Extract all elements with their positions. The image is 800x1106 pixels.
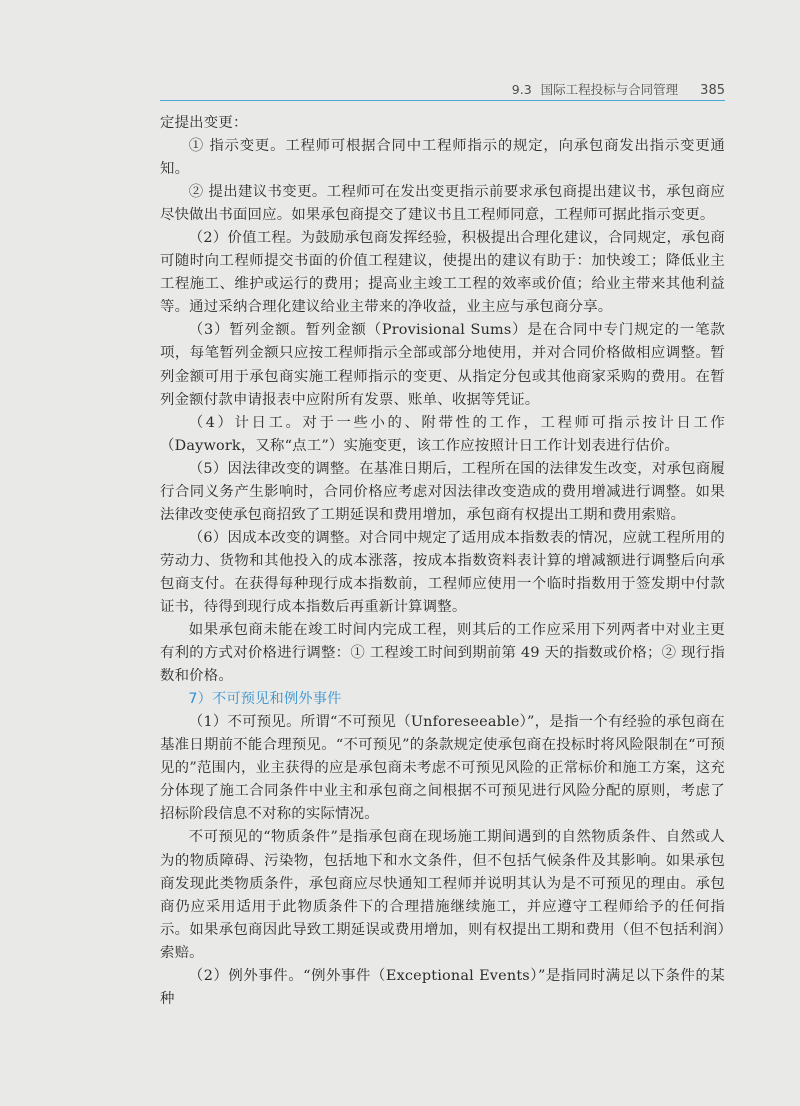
running-header: [160, 74, 725, 101]
paragraph-exceptional-events: （2）例外事件。“例外事件（Exceptional Events）”是指同时满足以下条件的某种: [160, 967, 725, 1007]
paragraph-daywork: （4）计日工。对于一些小的、附带性的工作，工程师可指示按计日工作（Daywork，又称“点工”）实施变更，该工作应按照计日工作计划表进行估价。: [160, 414, 725, 454]
paragraph-intro: 定提出变更：: [160, 115, 248, 131]
header-section-title: 国际工程投标与合同管理: [540, 82, 679, 97]
section-heading-7: 7）不可预见和例外事件: [188, 691, 342, 708]
paragraph-provisional-sums: （3）暂列金额。暂列金额（Provisional Sums）是在合同中专门规定的一笔款项，每笔暂列金额只应按工程师指示全部或部分地使用，并对合同价格做相应调整。暂列金额可用于承包商实施工程师指示的变更、从指定分包或其他商家采购的费用。在暂列金额付款申请报表中应附所有发票、账单、收据等凭证。: [160, 322, 725, 408]
paragraph-proposal-variation: ② 提出建议书变更。工程师可在发出变更指示前要求承包商提出建议书，承包商应尽快做出书面回应。如果承包商提交了建议书且工程师同意，工程师可据此指示变更。: [160, 184, 725, 224]
page-body: [160, 112, 725, 1011]
paragraph-change-in-cost: （6）因成本改变的调整。对合同中规定了适用成本指数表的情况，应就工程所用的劳动力、货物和其他投入的成本涨落，按成本指数资料表计算的增减额进行调整后向承包商支付。在获得每种现行成本指数前，工程师应使用一个临时指数用于签发期中付款证书，待得到现行成本指数后再重新计算调整。: [160, 529, 725, 615]
paragraph-unforeseeable: （1）不可预见。所谓“不可预见（Unforeseeable）”，是指一个有经验的承包商在基准日期前不能合理预见。“不可预见”的条款规定使承包商在投标时将风险限制在“可预见的”范围内，业主获得的应是承包商未考虑不可预见风险的正常标价和施工方案，这充分体现了施工合同条件中业主和承包商之间根据不可预见进行风险分配的原则，考虑了招标阶段信息不对称的实际情况。: [160, 714, 725, 823]
page-number: 385: [700, 83, 725, 98]
paragraph-physical-conditions: 不可预见的“物质条件”是指承包商在现场施工期间遇到的自然物质条件、自然或人为的物质障碍、污染物，包括地下和水文条件，但不包括气候条件及其影响。如果承包商发现此类物质条件，承包商应尽快通知工程师并说明其认为是不可预见的理由。承包商仍应采用适用于此物质条件下的合理措施继续施工，并应遵守工程师给予的任何指示。如果承包商因此导致工期延误或费用增加，则有权提出工期和费用（但不包括利润）索赔。: [160, 829, 725, 961]
paragraph-instruction-variation: ① 指示变更。工程师可根据合同中工程师指示的规定，向承包商发出指示变更通知。: [160, 138, 725, 178]
paragraph-late-completion: 如果承包商未能在竣工时间内完成工程，则其后的工作应采用下列两者中对业主更有利的方式对价格进行调整：① 工程竣工时间到期前第 49 天的指数或价格；② 现行指数和价格。: [160, 622, 725, 685]
paragraph-change-in-law: （5）因法律改变的调整。在基准日期后，工程所在国的法律发生改变，对承包商履行合同义务产生影响时，合同价格应考虑对因法律改变造成的费用增减进行调整。如果法律改变使承包商招致了工期延误和费用增加，承包商有权提出工期和费用索赔。: [160, 460, 725, 523]
paragraph-value-engineering: （2）价值工程。为鼓励承包商发挥经验，积极提出合理化建议，合同规定，承包商可随时向工程师提交书面的价值工程建议，使提出的建议有助于：加快竣工；降低业主工程施工、维护或运行的费用；提高业主竣工工程的效率或价值；给业主带来其他利益等。通过采纳合理化建议给业主带来的净收益，业主应与承包商分享。: [160, 230, 725, 316]
header-section-number: 9.3: [511, 82, 532, 97]
header-text: [512, 80, 725, 98]
